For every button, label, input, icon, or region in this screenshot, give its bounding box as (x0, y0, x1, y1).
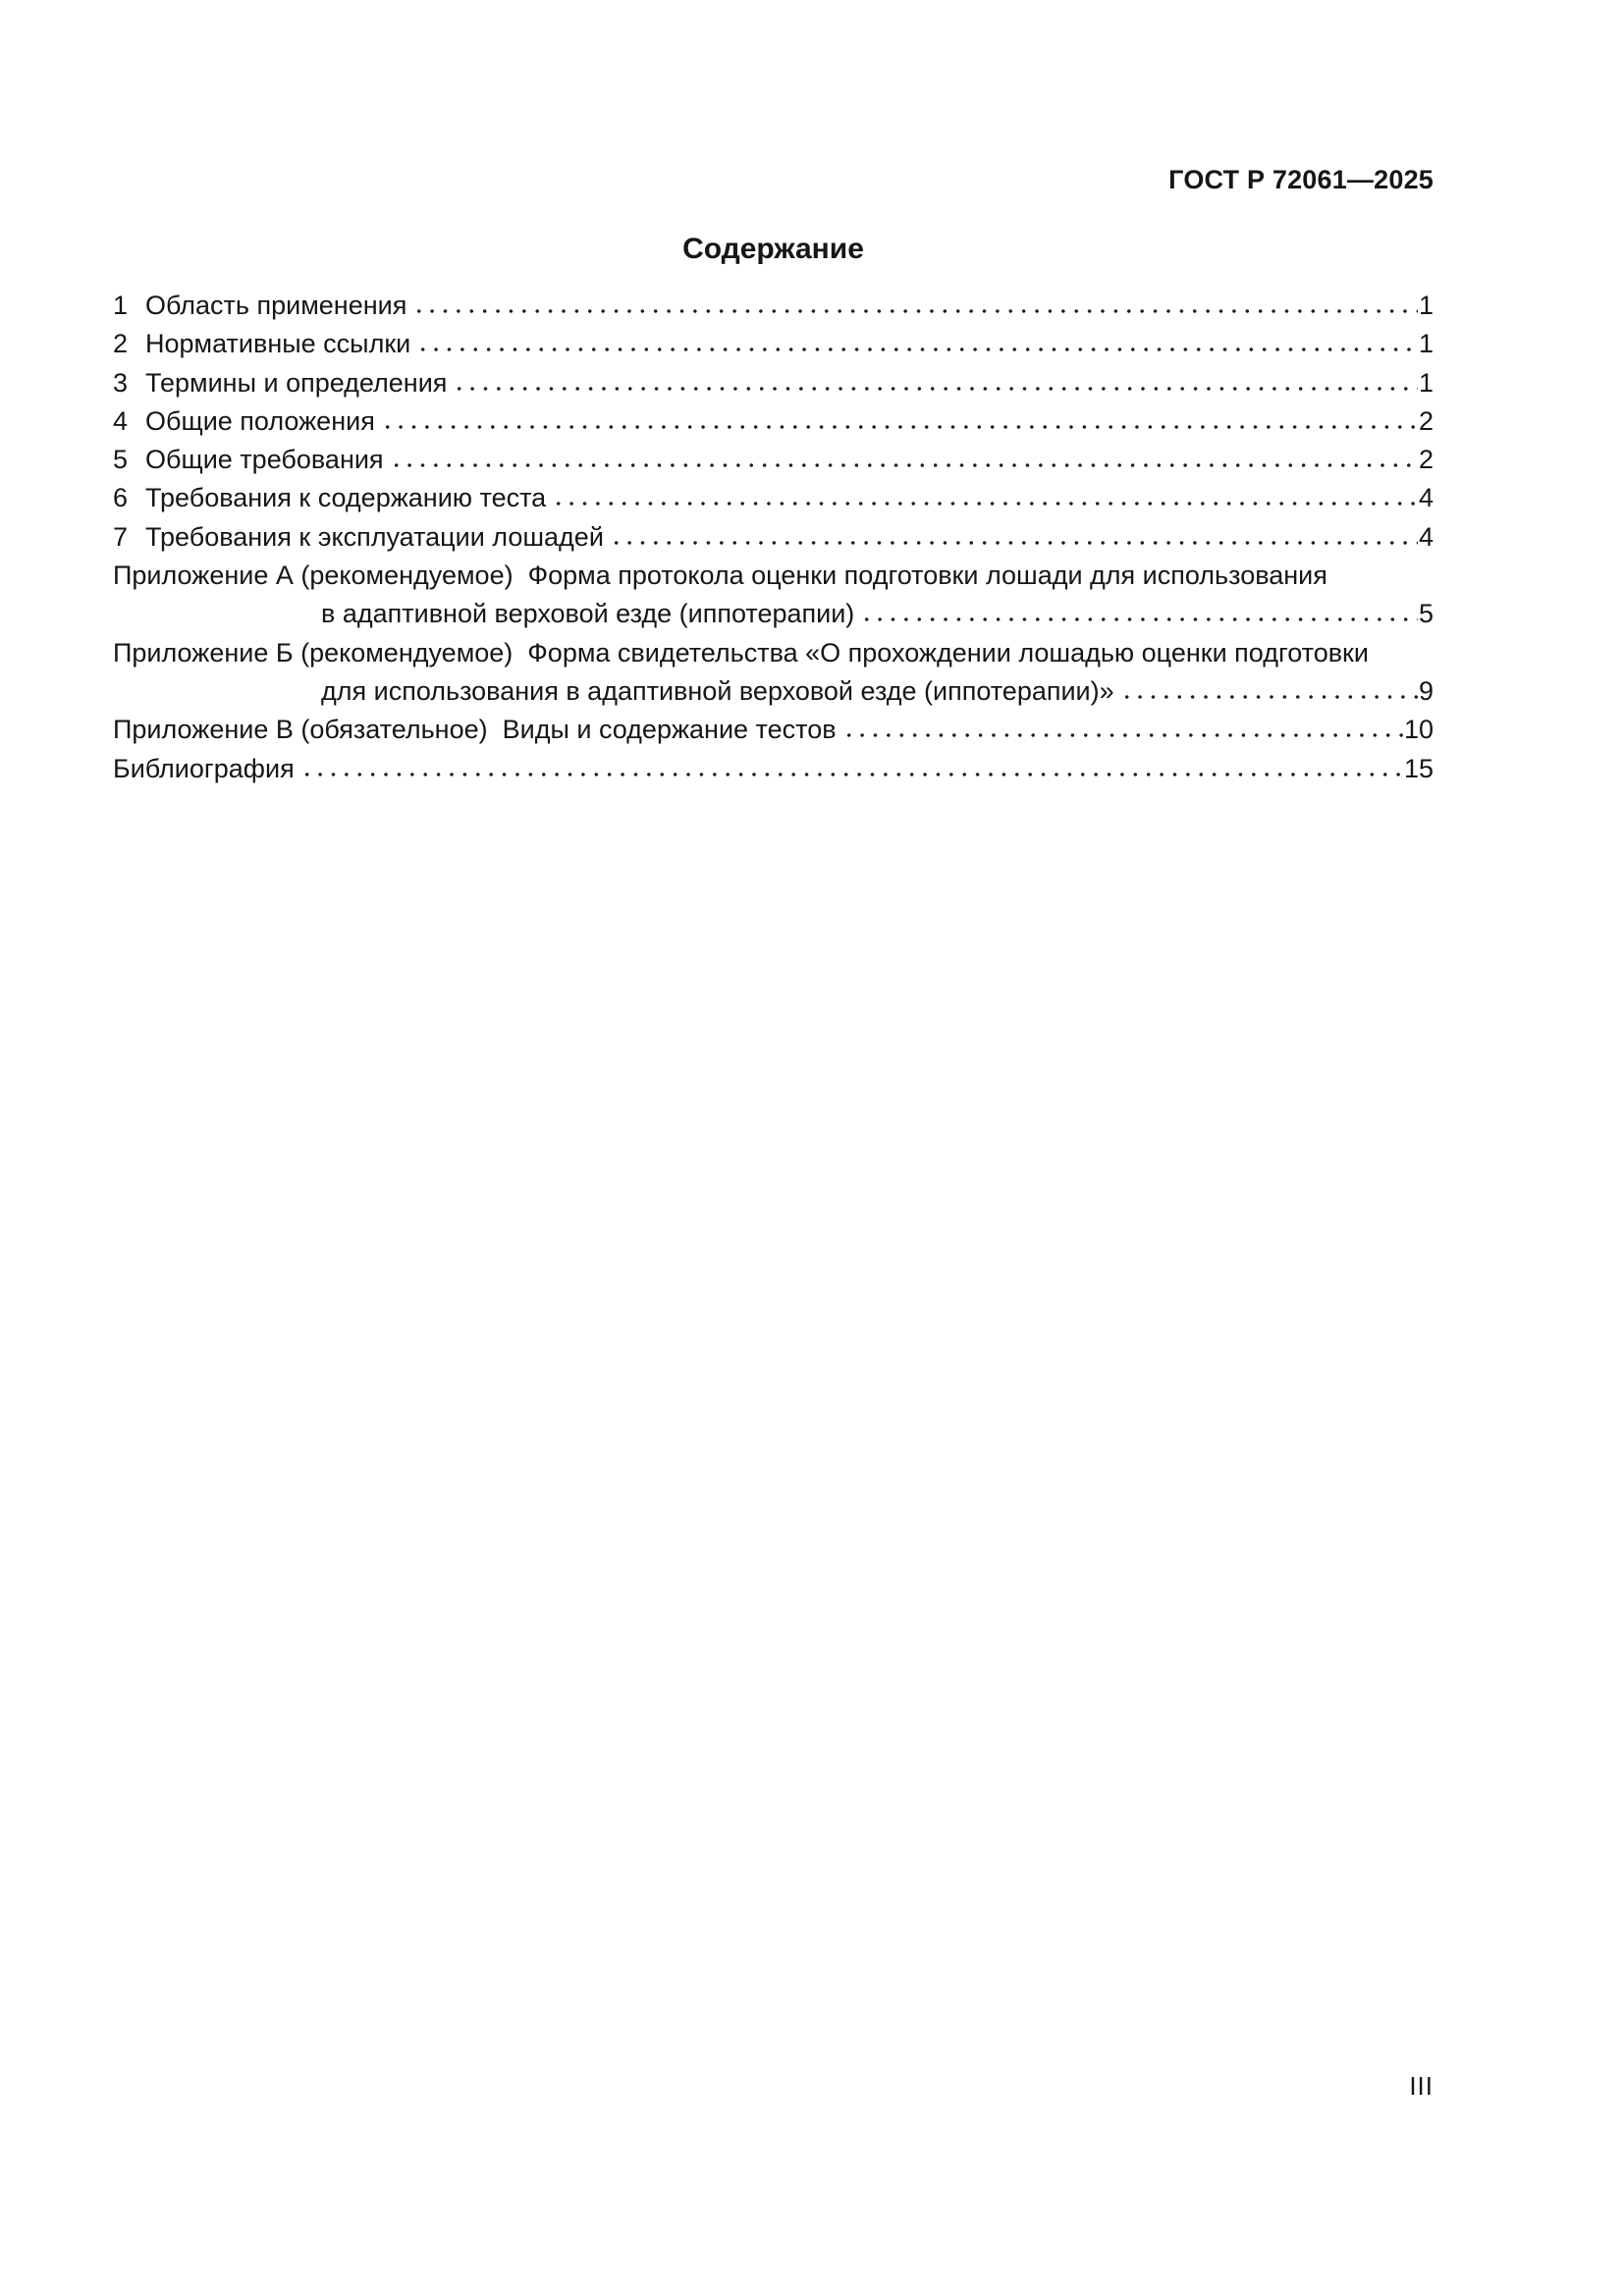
toc-entry-page: 10 (1403, 715, 1434, 745)
dot-leader (860, 616, 1418, 622)
toc-entry-page: 1 (1418, 329, 1434, 359)
toc-entry (113, 557, 1434, 595)
toc-entry-label: Требования к содержанию теста (145, 483, 547, 513)
toc-entry-page: 9 (1418, 675, 1434, 706)
toc-entry (113, 750, 1434, 788)
toc-entry-label: Библиография (113, 753, 295, 783)
toc-entry-number: 3 (113, 367, 129, 398)
toc-entry-page: 15 (1403, 753, 1434, 783)
dot-leader (390, 462, 1418, 468)
toc-entry (113, 672, 1434, 711)
toc-entry (113, 441, 1434, 479)
toc-entry-number: 6 (113, 483, 129, 513)
toc-entry-number: 1 (113, 291, 129, 320)
toc-entry (113, 711, 1434, 749)
toc-list (113, 287, 1434, 788)
toc-entry (113, 595, 1434, 633)
toc-entry-label: для использования в адаптивной верховой езде (иппотерапии)» (321, 675, 1114, 706)
toc-entry-number: 5 (113, 445, 129, 475)
toc-entry (113, 287, 1434, 325)
toc-entry-label: Общие требования (145, 445, 384, 475)
dot-leader (552, 501, 1418, 507)
toc-entry-page: 1 (1418, 291, 1434, 320)
toc-entry (113, 634, 1434, 672)
toc-entry-label: в адаптивной верховой езде (иппотерапии) (321, 599, 855, 629)
dot-leader (842, 732, 1403, 738)
toc-entry-label: Приложение А (рекомендуемое) Форма протокола оценки подготовки лошади для использования (113, 561, 1327, 591)
toc-entry-label: Термины и определения (145, 367, 448, 398)
toc-entry (113, 364, 1434, 402)
toc-entry-page: 2 (1418, 445, 1434, 475)
dot-leader (412, 308, 1418, 314)
toc-entry (113, 518, 1434, 557)
toc-entry-label: Общие положения (145, 405, 375, 436)
toc-title: Содержание (682, 233, 864, 265)
document-code-header: ГОСТ Р 72061—2025 (1168, 165, 1434, 194)
toc-entry-page: 4 (1418, 483, 1434, 513)
dot-leader (381, 424, 1418, 430)
dot-leader (416, 347, 1418, 352)
toc-entry-number: 2 (113, 329, 129, 359)
toc-entry-page: 5 (1418, 599, 1434, 629)
toc-entry-number: 7 (113, 521, 129, 552)
toc-entry (113, 479, 1434, 517)
dot-leader (453, 386, 1418, 392)
toc-entry-label: Требования к эксплуатации лошадей (145, 521, 604, 552)
toc-entry-page: 4 (1418, 521, 1434, 552)
toc-entry-label: Приложение Б (рекомендуемое) Форма свидетельства «О прохождении лошадью оценки подготовки (113, 637, 1369, 667)
toc-entry-label: Приложение В (обязательное) Виды и содержание тестов (113, 715, 837, 745)
toc-entry-page: 2 (1418, 405, 1434, 436)
page-number-folio: III (1409, 2071, 1434, 2101)
toc-entry-label: Область применения (145, 291, 407, 320)
toc-entry-number: 4 (113, 405, 129, 436)
dot-leader (300, 772, 1403, 777)
toc-entry (113, 325, 1434, 363)
dot-leader (610, 540, 1418, 546)
dot-leader (1120, 694, 1418, 700)
toc-entry (113, 402, 1434, 441)
toc-entry-label: Нормативные ссылки (145, 329, 411, 359)
toc-entry-page: 1 (1418, 367, 1434, 398)
